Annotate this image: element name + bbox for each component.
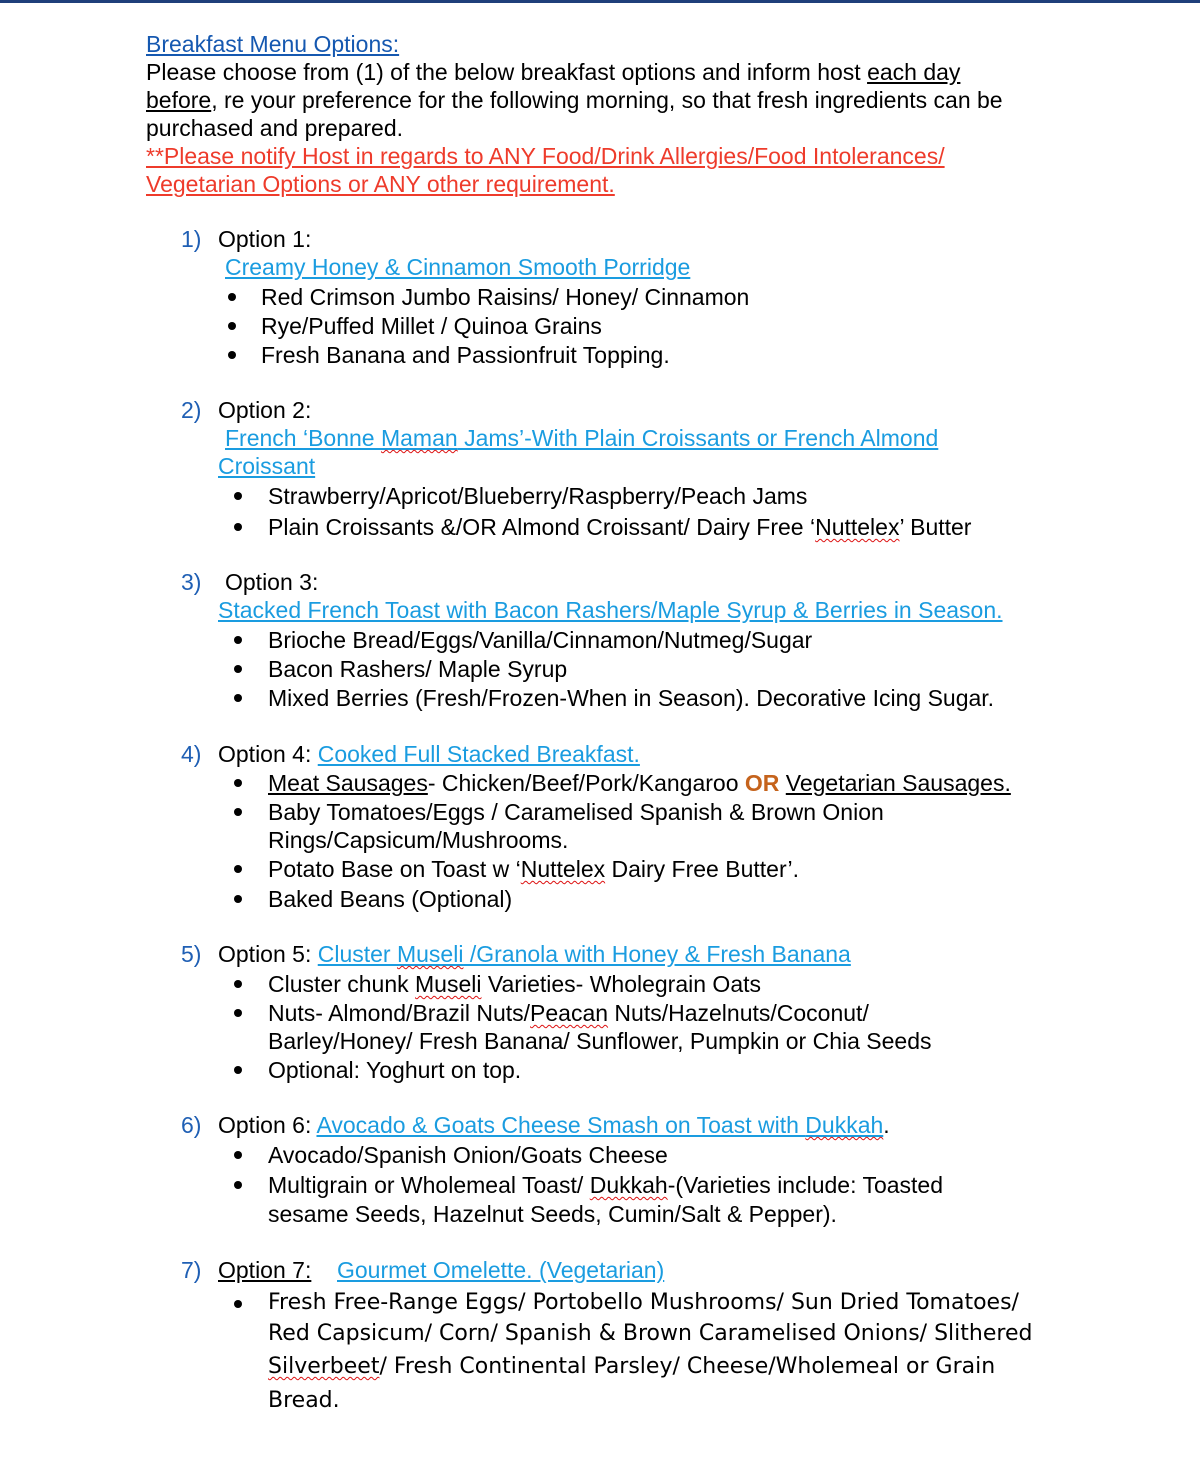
bullet-icon <box>234 865 242 873</box>
item-text: Plain Croissants &/OR Almond Croissant/ Dairy Free ‘ <box>268 514 816 540</box>
bullet-icon <box>234 1300 242 1308</box>
allergy-note-line-2: Vegetarian Options or ANY other requirement. <box>146 171 615 197</box>
item-text: ’ Butter <box>899 514 972 540</box>
option-5-title-part: /Granola with Honey & Fresh Banana <box>463 941 851 967</box>
option-3-item-1: Brioche Bread/Eggs/Vanilla/Cinnamon/Nutmeg/Sugar <box>268 627 813 653</box>
bullet-icon <box>234 636 242 644</box>
option-4-item-2-line-2: Rings/Capsicum/Mushrooms. <box>268 827 569 853</box>
spellcheck-word: Dukkah <box>589 1172 668 1198</box>
or-emphasis: OR <box>744 770 780 796</box>
intro-underline-before: before <box>146 87 212 113</box>
item-text: / Fresh Continental Parsley/ Cheese/Wholemeal or Grain <box>379 1354 996 1379</box>
option-7-label: Option 7: <box>218 1257 312 1283</box>
bullet-icon <box>234 895 242 903</box>
option-5-number: 5) <box>181 941 202 967</box>
option-6-item-2-line-2: sesame Seeds, Hazelnut Seeds, Cumin/Salt & Pepper). <box>268 1201 837 1227</box>
item-text: Cluster chunk <box>268 971 416 997</box>
bullet-icon <box>234 779 242 787</box>
bullet-icon <box>234 694 242 702</box>
option-3-item-2: Bacon Rashers/ Maple Syrup <box>268 656 568 682</box>
option-1-item-2: Rye/Puffed Millet / Quinoa Grains <box>261 313 602 339</box>
bullet-icon <box>234 1181 242 1189</box>
option-1-item-3: Fresh Banana and Passionfruit Topping. <box>261 342 670 368</box>
intro-line-2 <box>146 86 1003 114</box>
allergy-note-line-1: **Please notify Host in regards to ANY Food/Drink Allergies/Food Intolerances/ <box>146 143 945 169</box>
item-text: Varieties- Wholegrain Oats <box>481 971 761 997</box>
option-2-title-part: Jams’-With Plain Croissants or French Almond <box>457 425 939 451</box>
option-1-item-1: Red Crimson Jumbo Raisins/ Honey/ Cinnamon <box>261 284 750 310</box>
option-6-title <box>316 1112 883 1138</box>
option-5-item-2-line-1 <box>268 999 869 1027</box>
option-6-title-part: Avocado & Goats Cheese Smash on Toast with <box>316 1112 806 1138</box>
bullet-icon <box>228 293 236 301</box>
option-2-title-line-1 <box>225 424 938 452</box>
bullet-icon <box>228 322 236 330</box>
option-5-title <box>318 941 851 967</box>
item-text: Multigrain or Wholemeal Toast/ <box>268 1172 590 1198</box>
option-7-item-line-1: Fresh Free-Range Eggs/ Portobello Mushrooms/ Sun Dried Tomatoes/ <box>268 1290 1019 1315</box>
option-1-number: 1) <box>181 226 202 252</box>
item-text: - Chicken/Beef/Pork/Kangaroo <box>427 770 745 796</box>
item-text: Potato Base on Toast w ‘ <box>268 856 521 882</box>
option-7-item-line-3 <box>268 1351 995 1383</box>
option-6-number: 6) <box>181 1112 202 1138</box>
option-5-item-3: Optional: Yoghurt on top. <box>268 1057 522 1083</box>
bullet-icon <box>234 492 242 500</box>
spellcheck-word: Nuttelex <box>520 856 606 882</box>
option-3-label: Option 3: <box>225 569 319 595</box>
item-text: Dairy Free Butter’. <box>605 856 799 882</box>
option-7-number: 7) <box>181 1257 202 1283</box>
item-text: Nuts/Hazelnuts/Coconut/ <box>608 1000 869 1026</box>
option-2-item-2 <box>268 513 971 541</box>
option-6-item-1: Avocado/Spanish Onion/Goats Cheese <box>268 1142 668 1168</box>
option-5-label: Option 5: <box>218 941 318 967</box>
intro-text: , re your preference for the following morning, so that fresh ingredients can be <box>211 87 1003 113</box>
option-5-heading <box>218 940 851 968</box>
option-7-title: Gourmet Omelette. (Vegetarian) <box>337 1257 665 1283</box>
option-5-title-part: Cluster <box>317 941 397 967</box>
option-3-title: Stacked French Toast with Bacon Rashers/Maple Syrup & Berries in Season. <box>218 597 1003 623</box>
option-4-title: Cooked Full Stacked Breakfast. <box>317 741 640 767</box>
page-title: Breakfast Menu Options: <box>146 31 400 57</box>
bullet-icon <box>234 523 242 531</box>
option-2-number: 2) <box>181 397 202 423</box>
item-text: -(Varieties include: Toasted <box>667 1172 943 1198</box>
option-1-title: Creamy Honey & Cinnamon Smooth Porridge <box>225 254 691 280</box>
option-3-number: 3) <box>181 569 202 595</box>
bullet-icon <box>234 1151 242 1159</box>
intro-underline-each-day: each day <box>867 59 961 85</box>
spellcheck-word: Museli <box>396 941 464 967</box>
intro-line-3: purchased and prepared. <box>146 115 404 141</box>
spellcheck-word: Nuttelex <box>815 514 900 540</box>
spellcheck-word: Silverbeet <box>268 1354 380 1379</box>
bullet-icon <box>234 980 242 988</box>
spellcheck-word: Dukkah <box>805 1112 884 1138</box>
option-3-item-3: Mixed Berries (Fresh/Frozen-When in Season). Decorative Icing Sugar. <box>268 685 995 711</box>
bullet-icon <box>234 665 242 673</box>
option-5-item-1 <box>268 970 761 998</box>
option-4-number: 4) <box>181 741 202 767</box>
bullet-icon <box>228 351 236 359</box>
option-5-item-2-line-2: Barley/Honey/ Fresh Banana/ Sunflower, Pumpkin or Chia Seeds <box>268 1028 932 1054</box>
option-2-label: Option 2: <box>218 397 312 423</box>
option-2-title-part: French ‘Bonne <box>225 425 381 451</box>
option-7-item-line-2: Red Capsicum/ Corn/ Spanish & Brown Caramelised Onions/ Slithered <box>268 1321 1033 1346</box>
intro-text: Please choose from (1) of the below breakfast options and inform host <box>146 59 868 85</box>
option-2-title-line-2: Croissant <box>218 453 316 479</box>
item-text: Vegetarian Sausages. <box>785 770 1011 796</box>
item-text: Nuts- Almond/Brazil Nuts/ <box>268 1000 531 1026</box>
option-4-item-1 <box>268 769 1011 797</box>
option-4-item-4: Baked Beans (Optional) <box>268 886 513 912</box>
option-4-heading <box>218 740 640 768</box>
option-4-item-2-line-1: Baby Tomatoes/Eggs / Caramelised Spanish & Brown Onion <box>268 799 884 825</box>
option-6-heading <box>218 1111 890 1139</box>
spellcheck-word: Museli <box>415 971 482 997</box>
item-text: Meat Sausages <box>268 770 428 796</box>
bullet-icon <box>234 1066 242 1074</box>
option-7-item-line-4: Bread. <box>268 1388 340 1413</box>
spellcheck-word: Maman <box>380 425 458 451</box>
option-6-label: Option 6: <box>218 1112 317 1138</box>
option-4-label: Option 4: <box>218 741 318 767</box>
bullet-icon <box>234 808 242 816</box>
spellcheck-word: Peacan <box>530 1000 609 1026</box>
bullet-icon <box>234 1009 242 1017</box>
option-2-item-1: Strawberry/Apricot/Blueberry/Raspberry/Peach Jams <box>268 483 808 509</box>
option-6-title-part: . <box>883 1112 890 1138</box>
option-4-item-3 <box>268 855 799 883</box>
intro-line-1 <box>146 58 960 86</box>
option-1-label: Option 1: <box>218 226 312 252</box>
option-6-item-2-line-1 <box>268 1171 943 1199</box>
